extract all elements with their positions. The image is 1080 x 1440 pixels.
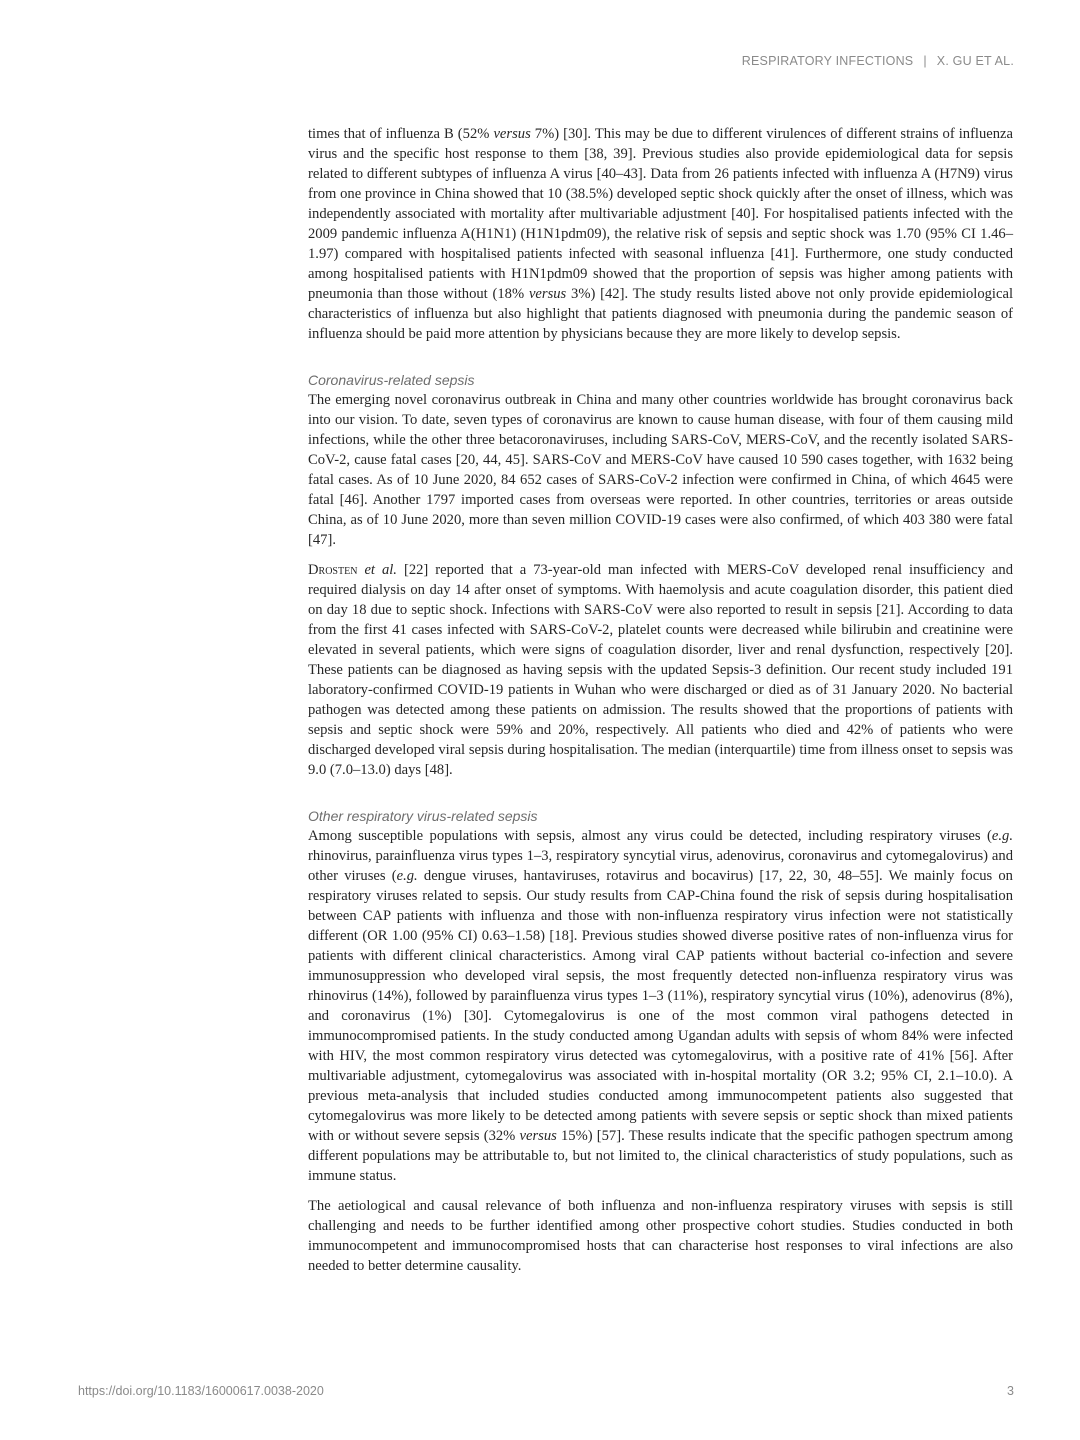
running-header — [742, 54, 1014, 68]
italic-eg: e.g. — [991, 828, 1013, 844]
italic-versus: versus — [528, 286, 567, 302]
text-run: Among susceptible populations with sepsis, almost any virus could be detected, including respiratory viruses ( — [308, 828, 992, 844]
text-run: 15%) [57]. These results indicate that the specific pathogen spectrum among different populations may be attributable to, but not limited to, the clinical characteristics of study populations, such as immune status. — [308, 1128, 1013, 1184]
running-header-section: RESPIRATORY INFECTIONS — [741, 54, 914, 68]
heading-coronavirus-sepsis: Coronavirus-related sepsis — [308, 372, 475, 388]
running-header-authors: X. GU ET AL. — [936, 54, 1014, 68]
paragraph-aetiological-relevance: The aetiological and causal relevance of both influenza and non-influenza respiratory viruses with sepsis is still challenging and needs to be further identified among other prospective cohort studies. Studies conducted in both immunocompetent and immunocompromised hosts that can characterise host responses to viral infections are also needed to better determine causality. — [308, 1198, 1013, 1274]
paragraph-coronavirus-overview: The emerging novel coronavirus outbreak in China and many other countries worldwide has brought coronavirus back into our vision. To date, seven types of coronavirus are known to cause human disease, with four of them causing mild infections, while the other three betacoronaviruses, including SARS-CoV, MERS-CoV, and the recently isolated SARS-CoV-2, cause fatal cases [20, 44, 45]. SARS-CoV and MERS-CoV have caused 10 590 cases together, with 1632 being fatal cases. As of 10 June 2020, 84 652 cases of SARS-CoV-2 infection were confirmed in China, of which 4645 were fatal [46]. Another 1797 imported cases from overseas were reported. In other countries, territories or areas outside China, as of 10 June 2020, more than seven million COVID-19 cases were also confirmed, of which 403 380 were fatal [47]. — [308, 392, 1013, 548]
footer-doi-link[interactable]: https://doi.org/10.1183/16000617.0038-2020 — [78, 1384, 324, 1398]
text-run: 7%) [30]. This may be due to different virulences of different strains of influenza virus and the specific host response to them [38, 39]. Previous studies also provide epidemiological data for sepsis related to different subtypes of influenza A virus [40–43]. Data from 26 patients infected with influenza A (H7N9) virus from one province in China showed that 10 (38.5%) developed septic shock quickly after the onset of illness, which was independently associated with mortality after multivariable adjustment [40]. For hospitalised patients infected with the 2009 pandemic influenza A(H1N1) (H1N1pdm09), the relative risk of sepsis and septic shock was 1.70 (95% CI 1.46–1.97) compared with hospitalised patients infected with seasonal influenza [41]. Furthermore, one study conducted among hospitalised patients with H1N1pdm09 showed that the proportion of sepsis was higher among patients with pneumonia than those without (18% — [308, 126, 1014, 302]
italic-versus: versus — [519, 1128, 557, 1144]
text-run: dengue viruses, hantaviruses, rotavirus and bocavirus) [17, 22, 30, 48–55]. We mainly focus on respiratory viruses related to sepsis. Our study results from CAP-China found the risk of sepsis during hospitalisation between CAP patients with influenza and those with non-influenza respiratory virus infection were not statistically different (OR 1.00 (95% CI) 0.63–1.58) [18]. Previous studies showed diverse positive rates of non-influenza virus for patients with different clinical characteristics. Among viral CAP patients without bacterial co-infection and severe immunosuppression who developed viral sepsis, the most frequently detected non-influenza respiratory virus was rhinovirus (14%), followed by parainfluenza virus types 1–3 (11%), respiratory syncytial virus (10%), adenovirus (8%), and coronavirus (1%) [30]. Cytomegalovirus is one of the most common viral pathogens detected in immunocompromised patients. In the study conducted among Ugandan adults with sepsis of whom 84% were infected with HIV, the most common respiratory virus detected was cytomegalovirus, with a positive rate of 41% [56]. After multivariable adjustment, cytomegalovirus was associated with in-hospital mortality (OR 3.2; 95% CI, 2.1–10.0). A previous meta-analysis that included studies conducted among immunocompetent patients also suggested that cytomegalovirus was more likely to be detected among patients with severe sepsis or septic shock than mixed patients with or without severe sepsis (32% — [308, 868, 1013, 1144]
page-number: 3 — [1007, 1384, 1014, 1398]
italic-eg: e.g. — [396, 868, 418, 884]
italic-et-al: et al. — [364, 562, 397, 578]
text-run: 3%) [42]. The study results listed above not only provide epidemiological characteristics of influenza but also highlight that patients diagnosed with pneumonia during the pandemic season of influenza should be paid more attention by physicians because they are more likely to develop sepsis. — [308, 286, 1013, 342]
main-text-column — [308, 124, 1013, 1276]
text-run: [22] reported that a 73-year-old man infected with MERS-CoV developed renal insufficiency and required dialysis on day 14 after onset of symptoms. With haemolysis and acute coagulation disorder, this patient died on day 18 due to septic shock. Infections with SARS-CoV were also reported to result in sepsis [21]. According to data from the first 41 cases infected with SARS-CoV-2, platelet counts were decreased while bilirubin and creatinine were elevated in several patients, which were signs of coagulation disorder, liver and renal dysfunction, respectively [20]. These patients can be diagnosed as having sepsis with the updated Sepsis-3 definition. Our recent study included 191 laboratory-confirmed COVID-19 patients in Wuhan who were discharged or died as of 31 January 2020. No bacterial pathogen was detected among these patients on admission. The results showed that the proportions of patients with sepsis and septic shock were 59% and 20%, respectively. All patients who died and 42% of patients who were discharged developed viral sepsis during hospitalisation. The median (interquartile) time from illness onset to sepsis was 9.0 (7.0–13.0) days [48]. — [308, 562, 1014, 778]
paragraph-other-viruses — [308, 826, 1013, 1186]
author-name: Drosten — [308, 562, 358, 578]
text-run: times that of influenza B (52% — [308, 126, 494, 142]
italic-versus: versus — [493, 126, 531, 142]
text-run: rhinovirus, parainfluenza virus types 1–3, respiratory syncytial virus, adenovirus, coronavirus and cytomegalovirus) and other viruses ( — [308, 848, 1013, 884]
paragraph-coronavirus-cases — [308, 560, 1013, 780]
paragraph-influenza-continued — [308, 124, 1013, 344]
heading-other-respiratory-sepsis: Other respiratory virus-related sepsis — [308, 808, 538, 824]
running-header-separator: | — [923, 54, 927, 68]
